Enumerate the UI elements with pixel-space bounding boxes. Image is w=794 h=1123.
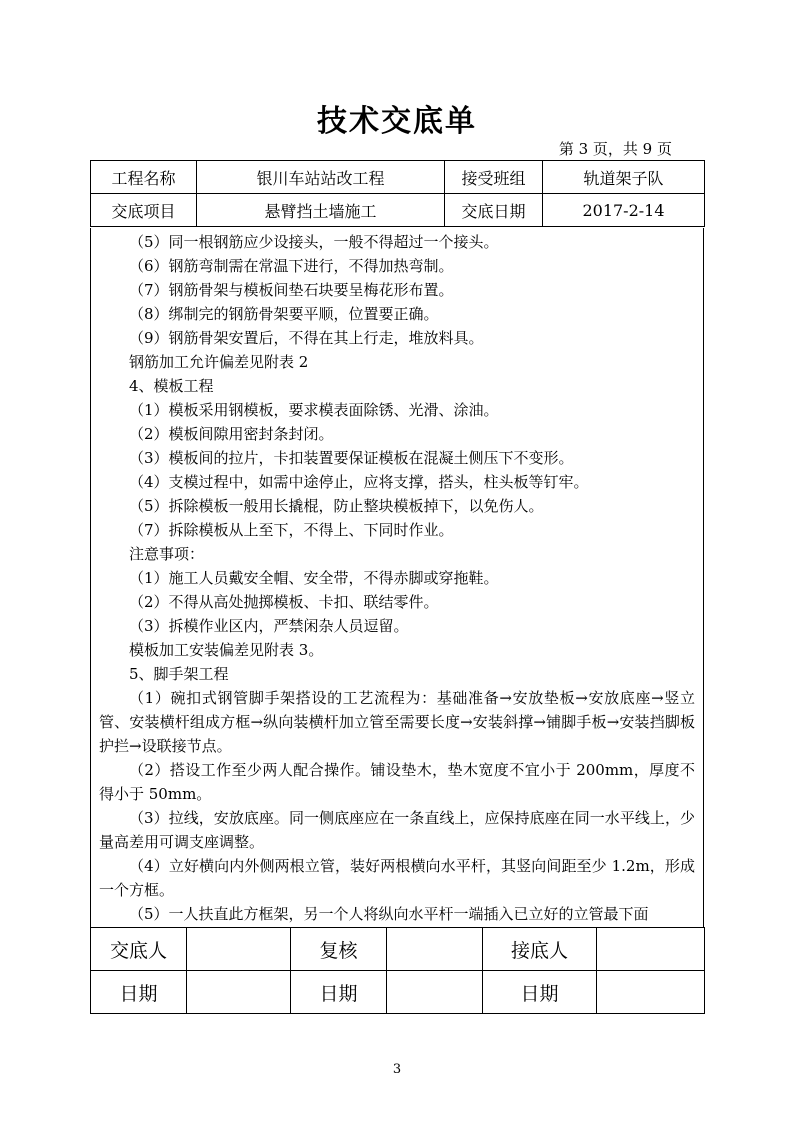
content-body	[90, 228, 704, 927]
list-item: （2）模板间隙用密封条封闭。	[129, 425, 334, 443]
list-item: （2）不得从高处抛掷模板、卡扣、联结零件。	[129, 593, 439, 611]
list-item: （6）钢筋弯制需在常温下进行，不得加热弯制。	[129, 257, 454, 275]
notes-heading: 注意事项：	[129, 545, 205, 563]
formwork-tolerance-note: 模板加工安装偏差见附表 3。	[129, 641, 324, 659]
presenter-field	[187, 928, 291, 971]
receiving-team-value: 轨道架子队	[543, 161, 705, 194]
date-field	[597, 971, 705, 1014]
date-field	[387, 971, 483, 1014]
header-table	[90, 160, 705, 227]
header-row-item	[91, 194, 705, 227]
list-item: （9）钢筋骨架安置后，不得在其上行走，堆放料具。	[129, 329, 484, 347]
page-info: 第 3 页，共 9 页	[558, 140, 672, 158]
date-field	[187, 971, 291, 1014]
reviewer-field	[387, 928, 483, 971]
list-item: （3）拆模作业区内，严禁闲杂人员逗留。	[129, 617, 409, 635]
item-value: 悬臂挡土墙施工	[197, 194, 445, 227]
list-item: （1）施工人员戴安全帽、安全带，不得赤脚或穿拖鞋。	[129, 569, 499, 587]
list-item: （1）模板采用钢模板，要求模表面除锈、光滑、涂油。	[129, 401, 499, 419]
date-value: 2017-2-14	[543, 194, 705, 227]
receiver-field	[597, 928, 705, 971]
formwork-heading: 4、模板工程	[129, 377, 214, 395]
presenter-label: 交底人	[91, 928, 187, 971]
list-item: （7）钢筋骨架与模板间垫石块要呈梅花形布置。	[129, 281, 454, 299]
receiver-label: 接底人	[483, 928, 597, 971]
reviewer-label: 复核	[291, 928, 387, 971]
list-item: （5）同一根钢筋应少设接头，一般不得超过一个接头。	[129, 233, 499, 251]
paragraph: （5）一人扶直此方框架，另一个人将纵向水平杆一端插入已立好的立管最下面	[129, 905, 649, 923]
date-label: 日期	[483, 971, 597, 1014]
page-number: 3	[392, 1062, 402, 1077]
list-item: （7）拆除模板从上至下，不得上、下同时作业。	[129, 521, 454, 539]
document-title: 技术交底单	[317, 104, 477, 139]
rebar-tolerance-note: 钢筋加工允许偏差见附表 2	[129, 353, 309, 371]
list-item: （8）绑制完的钢筋骨架要平顺，位置要正确。	[129, 305, 439, 323]
paragraph: （3）拉线，安放底座。同一侧底座应在一条直线上，应保持底座在同一水平线上，少量高差用可调支座调整。	[99, 809, 695, 851]
project-name-label: 工程名称	[91, 161, 197, 194]
signature-row	[91, 928, 705, 971]
paragraph: （4）立好横向内外侧两根立管，装好两根横向水平杆，其竖向间距至少 1.2m，形成一个方框。	[99, 857, 695, 899]
date-label: 日期	[291, 971, 387, 1014]
item-label: 交底项目	[91, 194, 197, 227]
project-name-value: 银川车站站改工程	[197, 161, 445, 194]
list-item: （4）支模过程中，如需中途停止，应将支撑，搭头，柱头板等钉牢。	[129, 473, 589, 491]
paragraph: （2）搭设工作至少两人配合操作。铺设垫木，垫木宽度不宜小于 200mm，厚度不得小于 50mm。	[99, 761, 695, 803]
signature-table	[90, 927, 705, 1014]
header-row-project	[91, 161, 705, 194]
list-item: （5）拆除模板一般用长撬棍，防止整块模板掉下，以免伤人。	[129, 497, 544, 515]
paragraph: （1）碗扣式钢管脚手架搭设的工艺流程为：基础准备→安放垫板→安放底座→竖立管、安装横杆组成方框→纵向装横杆加立管至需要长度→安装斜撑→铺脚手板→安装挡脚板护拦→设联接节点。	[99, 689, 695, 755]
date-label: 日期	[91, 971, 187, 1014]
date-label: 交底日期	[445, 194, 543, 227]
receiving-team-label: 接受班组	[445, 161, 543, 194]
signature-date-row	[91, 971, 705, 1014]
list-item: （3）模板间的拉片，卡扣装置要保证模板在混凝土侧压下不变形。	[129, 449, 574, 467]
scaffold-heading: 5、脚手架工程	[129, 665, 229, 683]
